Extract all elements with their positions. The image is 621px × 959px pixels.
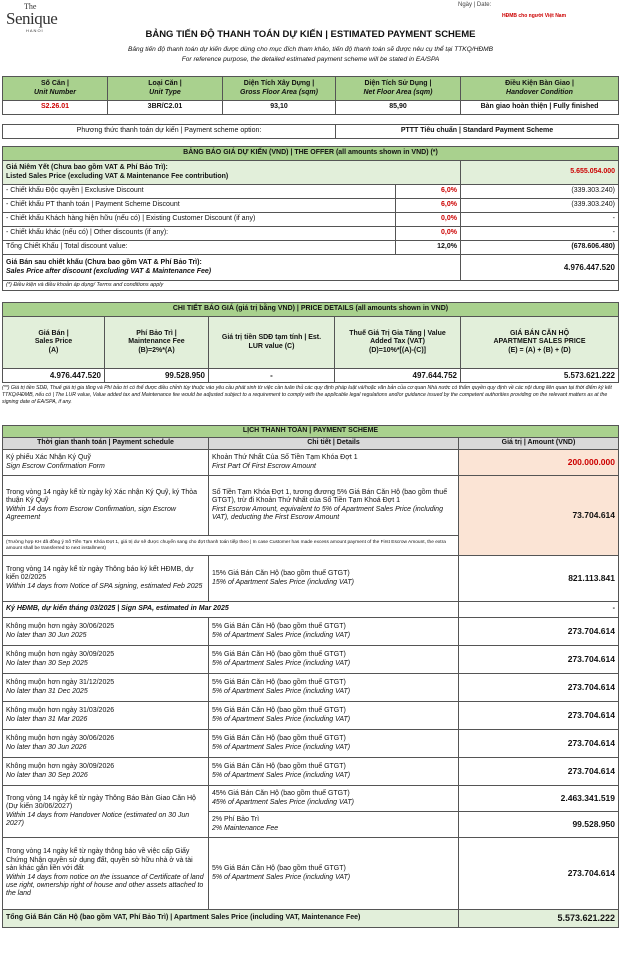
discount-amount: (339.303.240) [461,185,619,199]
time-cell: Không muộn hơn ngày 30/09/2026 No later than 30 Sep 2026 [3,758,209,786]
details-cell: 5% Giá Bán Căn Hộ (bao gồm thuế GTGT) 5% of Apartment Sales Price (including VAT) [209,758,459,786]
gfa-value: 93,10 [223,101,336,115]
discount-label: - Chiết khấu Khách hàng hiện hữu (nếu có) | Existing Customer Discount (if any) [3,213,396,227]
table-row [3,730,619,758]
amount-cell: 273.704.614 [459,730,619,758]
discount-amount: - [461,213,619,227]
details-table [2,302,619,383]
offer-heading: BẢNG BÁO GIÁ DỰ KIẾN (VND) | THE OFFER (all amounts shown in VND) (*) [3,147,619,161]
unit-number-header: Số Căn | Unit Number [3,77,108,101]
apartment-price-header: GIÁ BÁN CĂN HỘ APARTMENT SALES PRICE (E) = (A) + (B) + (D) [461,317,619,369]
discount-pct: 6,0% [396,199,461,213]
sales-price-header: Giá Bán | Sales Price (A) [3,317,105,369]
table-row [3,450,619,476]
amount-cell: 2.463.341.519 [459,786,619,812]
handover-header: Điều Kiện Bàn Giao | Handover Condition [461,77,619,101]
date-label: Ngày | Date: [458,2,492,8]
amount-cell: 273.704.614 [459,702,619,730]
lur-header: Giá trị tiền SDĐ tạm tính | Est. LUR value (C) [209,317,335,369]
amount-cell: 99.528.950 [459,812,619,838]
red-note: HĐMB cho người Việt Nam [502,13,567,19]
details-note: (**) Giá trị tiền SDĐ, Thuế giá trị gia tăng và Phí bảo trì có thể được điều chỉnh tùy thuộc vào yêu cầu phát sinh từ việc cần tuân thủ các quy định pháp luật và/hoặc văn bản của cơ quan Nhà nước có thẩm quyền quy định về các nội dung liên quan tại thời điểm ký kết TTKQ/HĐMB, nếu có | The LUR value, Value added tax and Maintenance fee would be adjusted subject to a requirement to comply with the applicable legal regulations and/or guidance issued by the competent authorities providing on the relevant matters as at the signing date of EA/SPA, if any. [2,385,612,405]
details-cell: 5% Giá Bán Căn Hộ (bao gồm thuế GTGT) 5% of Apartment Sales Price (including VAT) [209,646,459,674]
sign-spa-amount: - [459,602,619,618]
time-cell: Không muộn hơn ngày 31/03/2026 No later than 31 Mar 2026 [3,702,209,730]
handover-value: Bàn giao hoàn thiện | Fully finished [461,101,619,115]
total-discount-amount: (678.606.480) [461,241,619,255]
table-row [3,758,619,786]
details-cell: 5% Giá Bán Căn Hộ (bao gồm thuế GTGT) 5% of Apartment Sales Price (including VAT) [209,618,459,646]
time-cell: Trong vòng 14 ngày kể từ ngày ký Xác nhận Ký Quỹ, ký Thỏa thuận Ký Quỹ Within 14 days from Escrow Confirmation, sign Escrow Agreement [3,476,209,536]
discount-amount: - [461,227,619,241]
vat-header: Thuế Giá Trị Gia Tăng | Value Added Tax (VAT) (D)=10%*[(A)-(C)] [335,317,461,369]
amount-cell: 73.704.614 [459,476,619,556]
nfa-value: 85,90 [336,101,461,115]
logo-senique: Senique [6,9,58,28]
time-cell: Trong vòng 14 ngày kể từ ngày Thông Báo Bàn Giao Căn Hộ (Dự kiến 30/06/2027) Within 14 days from Handover Notice (estimated on 30 Jun 2027) [3,786,209,838]
unit-type-value: 3BR/C2.01 [108,101,223,115]
total-discount-pct: 12,0% [396,241,461,255]
schedule-table [2,425,619,928]
details-cell: 5% Giá Bán Căn Hộ (bao gồm thuế GTGT) 5% of Apartment Sales Price (including VAT) [209,730,459,758]
list-price-value: 5.655.054.000 [461,161,619,185]
table-row [3,674,619,702]
details-cell: 2% Phí Bảo Trì 2% Maintenance Fee [209,812,459,838]
after-discount-label: Giá Bán sau chiết khấu (Chưa bao gồm VAT & Phí Bảo Trì): Sales Price after discount (excluding VAT & Maintenance Fee) [3,255,461,281]
sales-price-value: 4.976.447.520 [3,369,105,383]
amount-cell: 273.704.614 [459,618,619,646]
page-title: BẢNG TIẾN ĐỘ THANH TOÁN DỰ KIẾN | ESTIMATED PAYMENT SCHEME [145,29,476,40]
time-cell: Không muộn hơn ngày 31/12/2025 No later than 31 Dec 2025 [3,674,209,702]
table-row [3,556,619,602]
amount-cell: 273.704.614 [459,674,619,702]
schedule-time-header: Thời gian thanh toán | Payment schedule [3,438,209,450]
discount-pct: 0,0% [396,213,461,227]
table-row [3,702,619,730]
discount-label: - Chiết khấu Độc quyền | Exclusive Discount [3,185,396,199]
table-row [3,618,619,646]
apartment-price-value: 5.573.621.222 [461,369,619,383]
scheme-label: Phương thức thanh toán dự kiến | Payment scheme option: [3,125,336,139]
after-discount-value: 4.976.447.520 [461,255,619,281]
amount-cell: 273.704.614 [459,838,619,910]
discount-label: - Chiết khấu khác (nếu có) | Other discounts (if any): [3,227,396,241]
total-discount-label: Tổng Chiết Khấu | Total discount value: [3,241,396,255]
details-cell: Khoản Thứ Nhất Của Số Tiền Tạm Khóa Đợt 1 First Part Of First Escrow Amount [209,450,459,476]
offer-table [2,146,619,291]
table-row [3,476,619,536]
sign-spa-label: Ký HĐMB, dự kiến tháng 03/2025 | Sign SPA, estimated in Mar 2025 [3,602,459,618]
schedule-amount-header: Giá trị | Amount (VND) [459,438,619,450]
logo-the: The [24,2,37,11]
gfa-header: Diện Tích Xây Dựng | Gross Floor Area (sqm) [223,77,336,101]
amount-cell: 200.000.000 [459,450,619,476]
time-cell: Không muộn hơn ngày 30/09/2025 No later than 30 Sep 2025 [3,646,209,674]
discount-pct: 6,0% [396,185,461,199]
table-row [3,786,619,812]
discount-pct: 0,0% [396,227,461,241]
time-cell: Trong vòng 14 ngày kể từ ngày thông báo về việc cấp Giấy Chứng Nhận quyền sử dụng đất, quyền sở hữu nhà ở và tài sản khác gắn liền với đất Within 14 days from notice on the issuance of Certificate of land use right, ownership right of house and other assets attached to the land [3,838,209,910]
unit-table [2,76,619,115]
total-price-label: Tổng Giá Bán Căn Hộ (bao gồm VAT, Phí Bảo Trì) | Apartment Sales Price (including VAT, Maintenance Fee) [3,910,459,928]
total-price-value: 5.573.621.222 [459,910,619,928]
lur-value: - [209,369,335,383]
time-cell: Không muộn hơn ngày 30/06/2025 No later than 30 Jun 2025 [3,618,209,646]
discount-label: - Chiết khấu PT thanh toán | Payment Scheme Discount [3,199,396,213]
time-cell: Không muộn hơn ngày 30/06/2026 No later than 30 Jun 2026 [3,730,209,758]
maintenance-fee-header: Phí Bảo Trì | Maintenance Fee (B)=2%*(A) [105,317,209,369]
unit-number-value: S2.26.01 [3,101,108,115]
details-cell: 45% Giá Bán Căn Hộ (bao gồm thuế GTGT) 45% of Apartment Sales Price (including VAT) [209,786,459,812]
time-cell: Trong vòng 14 ngày kể từ ngày Thông báo ký kết HĐMB, dự kiến 02/2025 Within 14 days from Notice of SPA signing, estimated Feb 2025 [3,556,209,602]
offer-footnote: (*) Điều kiện và điều khoản áp dụng/ Terms and conditions apply [3,281,619,291]
details-cell: 15% Giá Bán Căn Hộ (bao gồm thuế GTGT) 15% of Apartment Sales Price (including VAT) [209,556,459,602]
escrow-note: (Trường hợp KH đã đồng ý Số Tiền Tạm Khóa Đợt 1, giá trị dư sẽ được chuyển sang cho đợt thanh toán tiếp theo | In case Customer has made excess amount payment of the First Escrow Amount, the extra amount shall be transferred to next installment) [3,536,459,556]
unit-type-header: Loại Căn | Unit Type [108,77,223,101]
amount-cell: 821.113.841 [459,556,619,602]
details-heading: CHI TIẾT BÁO GIÁ (giá trị bằng VND) | PRICE DETAILS (all amounts shown in VND) [3,303,619,317]
maintenance-fee-value: 99.528.950 [105,369,209,383]
amount-cell: 273.704.614 [459,758,619,786]
schedule-heading: LỊCH THANH TOÁN | PAYMENT SCHEME [3,426,619,438]
table-row [3,646,619,674]
list-price-label: Giá Niêm Yết (Chưa bao gồm VAT & Phí Bảo Trì): Listed Sales Price (excluding VAT & Maintenance Fee contribution) [3,161,461,185]
discount-amount: (339.303.240) [461,199,619,213]
logo-hanoi: HANOI [26,28,44,33]
details-cell: 5% Giá Bán Căn Hộ (bao gồm thuế GTGT) 5% of Apartment Sales Price (including VAT) [209,702,459,730]
details-cell: Số Tiền Tạm Khóa Đợt 1, tương đương 5% Giá Bán Căn Hộ (bao gồm thuế GTGT), trừ đi Khoản Thứ Nhất của Số Tiền Tạm Khoá Đợt 1 First Escrow Amount, equivalent to 5% of Apartment Sales Price (including VAT), deducting the First Escrow Amount [209,476,459,536]
details-cell: 5% Giá Bán Căn Hộ (bao gồm thuế GTGT) 5% of Apartment Sales Price (including VAT) [209,674,459,702]
scheme-value: PTTT Tiêu chuẩn | Standard Payment Scheme [336,125,619,139]
scheme-table [2,124,619,139]
subtitle-vn: Bảng tiến độ thanh toán dự kiến được dùng cho mục đích tham khảo, tiến độ thanh toán sẽ được nêu cụ thể tại TTKQ/HĐMB [127,46,494,53]
details-cell: 5% Giá Bán Căn Hộ (bao gồm thuế GTGT) 5% of Apartment Sales Price (including VAT) [209,838,459,910]
table-row [3,838,619,910]
time-cell: Ký phiếu Xác Nhận Ký Quỹ Sign Escrow Confirmation Form [3,450,209,476]
subtitle-en: For reference purpose, the detailed estimated payment scheme will be stated in EA/SPA [181,56,440,63]
schedule-details-header: Chi tiết | Details [209,438,459,450]
amount-cell: 273.704.614 [459,646,619,674]
vat-value: 497.644.752 [335,369,461,383]
nfa-header: Diện Tích Sử Dụng | Net Floor Area (sqm) [336,77,461,101]
